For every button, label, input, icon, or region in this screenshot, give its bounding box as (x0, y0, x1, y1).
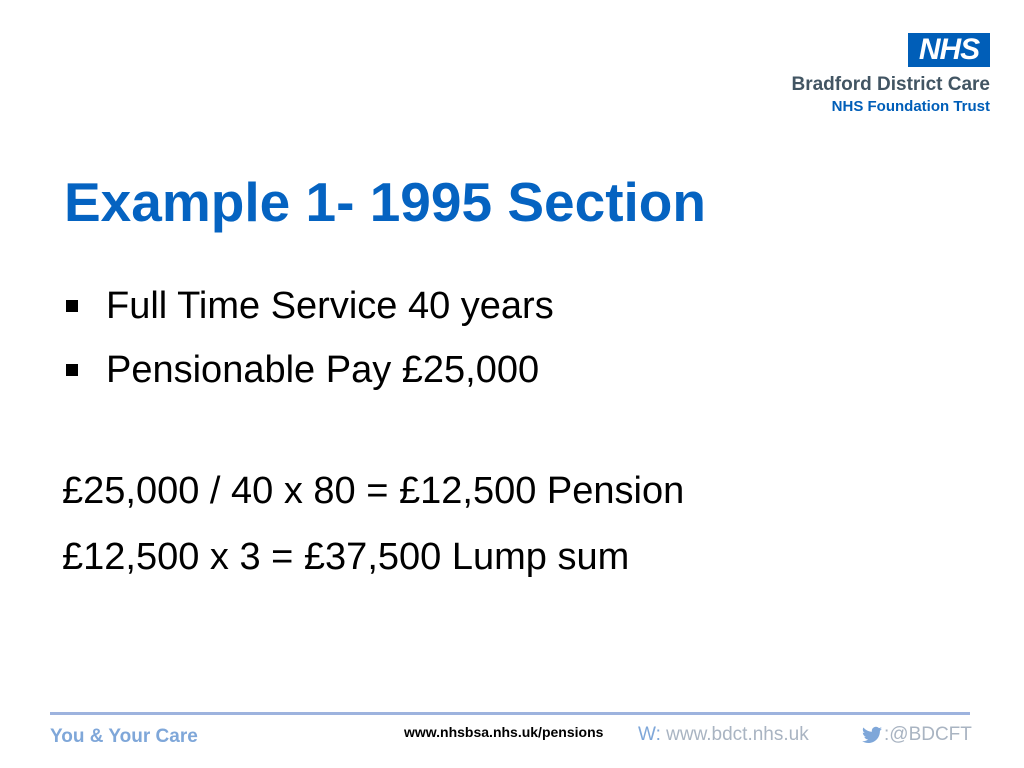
bullet-item (62, 274, 554, 338)
lump-sum-calculation: £12,500 x 3 = £37,500 Lump sum (62, 536, 630, 578)
footer-website[interactable] (638, 724, 809, 746)
twitter-handle: @BDCFT (889, 724, 972, 745)
org-name: Bradford District Care (791, 74, 990, 95)
bullet-text: Pensionable Pay £25,000 (106, 348, 540, 391)
square-bullet-icon (66, 364, 78, 376)
nhs-logo: NHS (908, 33, 990, 67)
footer-twitter[interactable] (862, 724, 972, 746)
web-url: www.bdct.nhs.uk (666, 724, 809, 745)
web-prefix: W: (638, 724, 661, 745)
slide-title: Example 1- 1995 Section (64, 171, 706, 233)
pension-calculation: £25,000 / 40 x 80 = £12,500 Pension (62, 470, 685, 512)
bullet-item (62, 338, 554, 402)
square-bullet-icon (66, 300, 78, 312)
twitter-prefix: : (884, 724, 890, 745)
twitter-bird-icon (862, 726, 882, 744)
pensions-link[interactable]: www.nhsbsa.nhs.uk/pensions (404, 724, 604, 740)
footer-divider (50, 712, 970, 715)
bullet-list (62, 274, 554, 402)
org-subtitle: NHS Foundation Trust (831, 98, 990, 115)
footer-tagline: You & Your Care (50, 726, 198, 747)
bullet-text: Full Time Service 40 years (106, 284, 554, 327)
